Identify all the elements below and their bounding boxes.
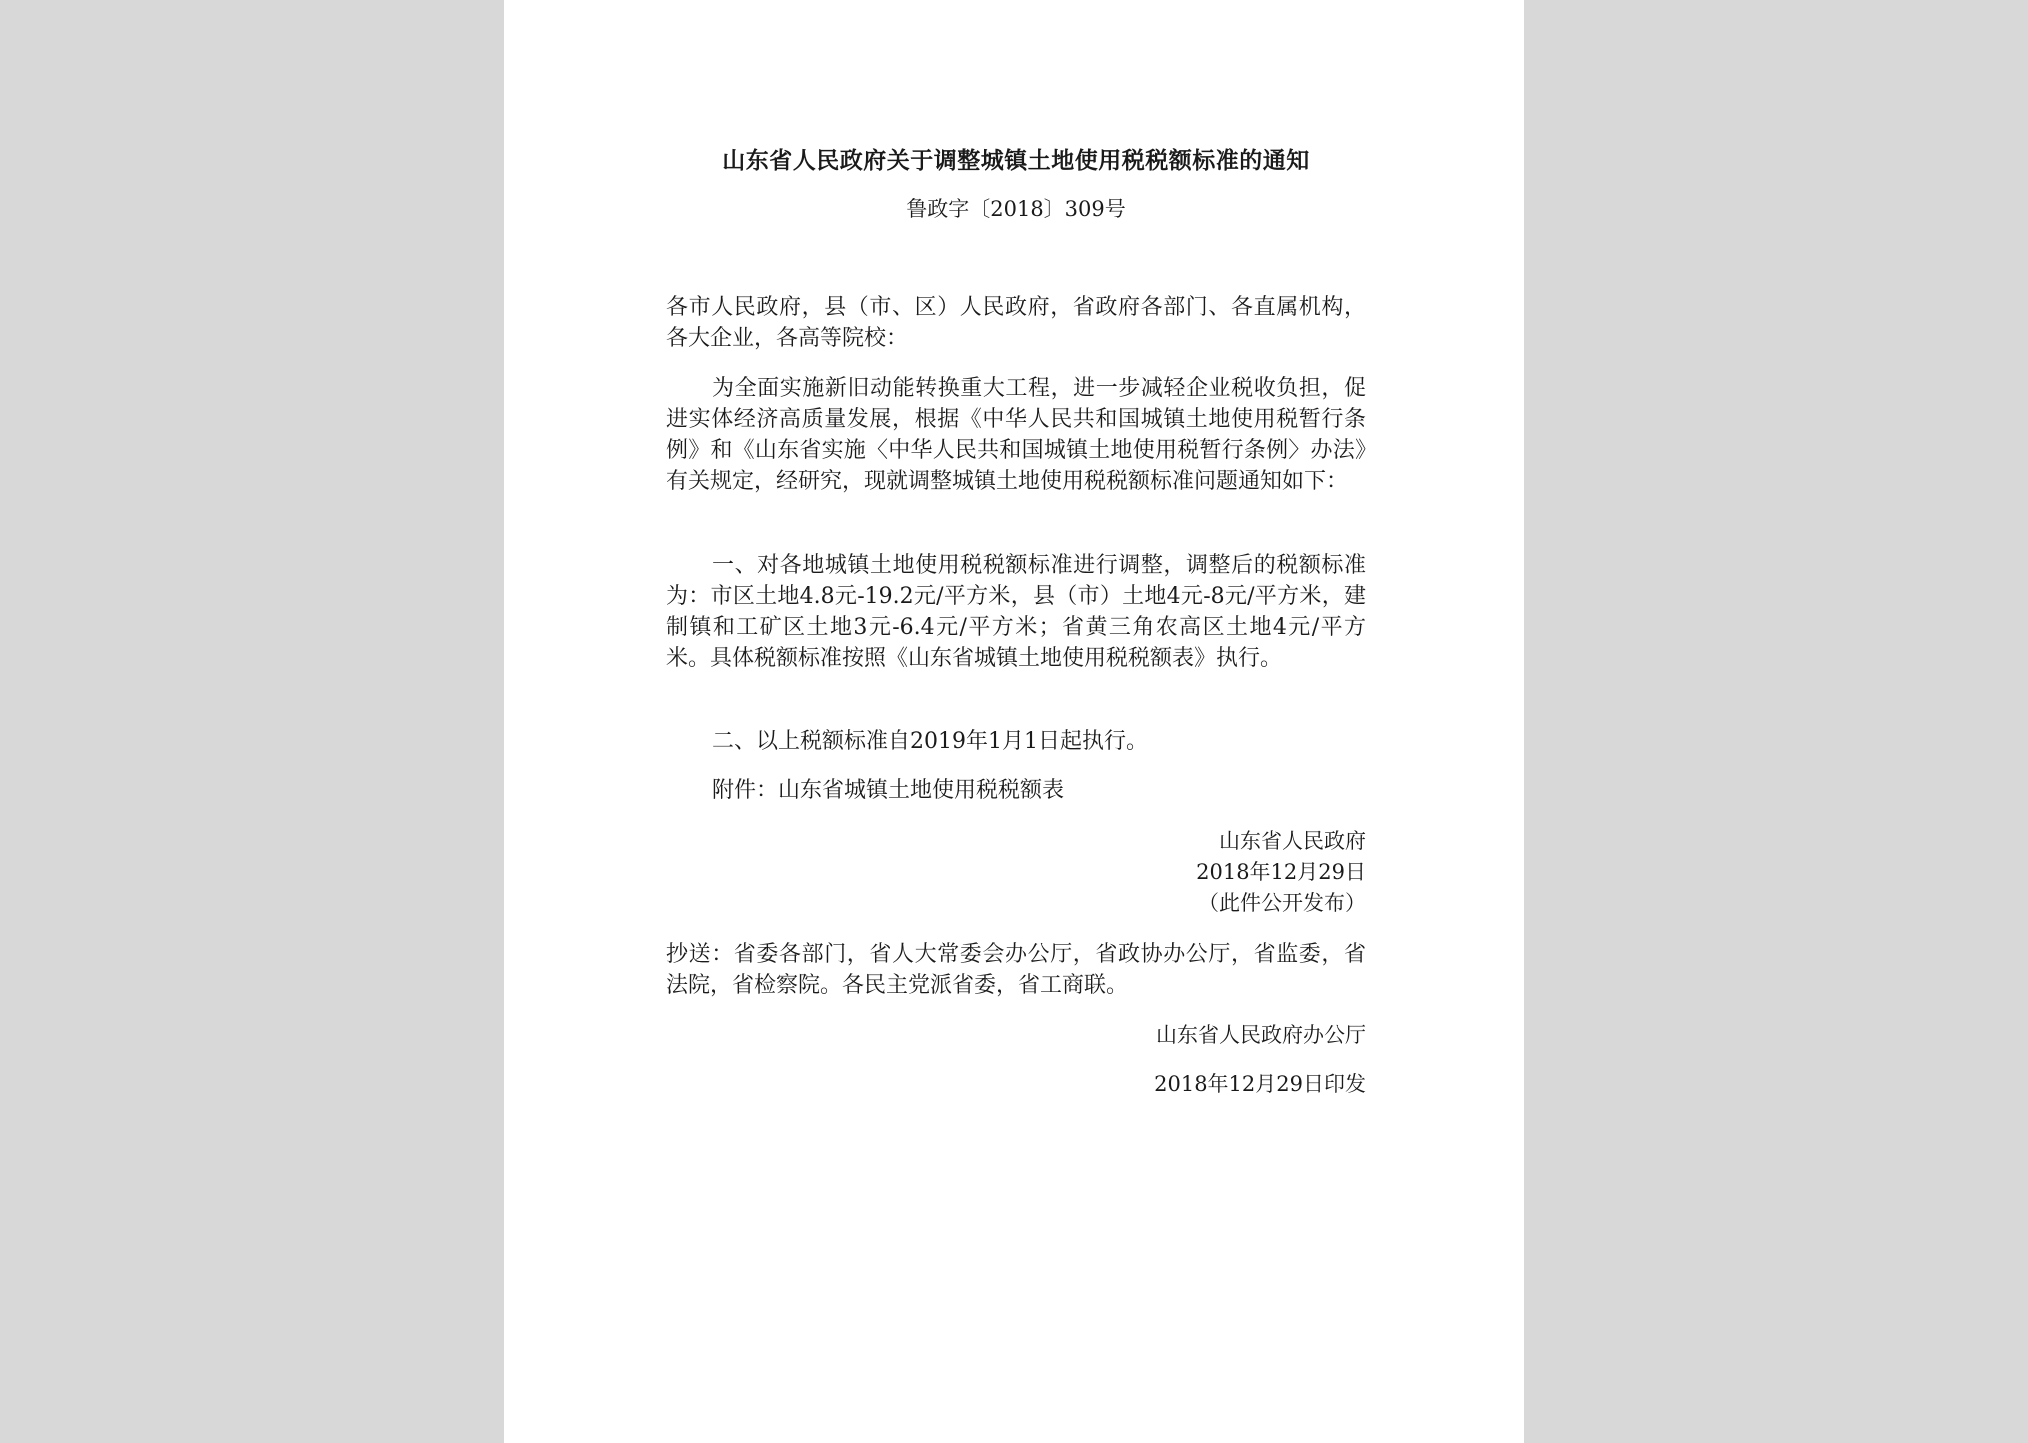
addressee: 各市人民政府，县（市、区）人民政府，省政府各部门、各直属机构，各大企业，各高等院校： xyxy=(666,295,1366,351)
paragraph-intro: 为全面实施新旧动能转换重大工程，进一步减轻企业税收负担，促进实体经济高质量发展，根据《中华人民共和国城镇土地使用税暂行条例》和《山东省实施〈中华人民共和国城镇土地使用税暂行条例〉办法》有关规定，经研究，现就调整城镇土地使用税税额标准问题通知如下： xyxy=(666,376,1366,494)
document-number: 鲁政字〔2018〕309号 xyxy=(906,197,1126,221)
document-page xyxy=(504,0,1524,1443)
paragraph-item-2: 二、以上税额标准自2019年1月1日起执行。 xyxy=(712,729,1148,754)
signature-issuer: 山东省人民政府 xyxy=(1219,829,1366,853)
paragraph-item-1: 一、对各地城镇土地使用税税额标准进行调整，调整后的税额标准为：市区土地4.8元-19.2元/平方米，县（市）土地4元-8元/平方米，建制镇和工矿区土地3元-6.4元/平方米；省黄三角农高区土地4元/平方米。具体税额标准按照《山东省城镇土地使用税税额表》执行。 xyxy=(666,553,1366,671)
signature-date: 2018年12月29日 xyxy=(1196,860,1366,884)
printed-date: 2018年12月29日印发 xyxy=(1154,1072,1366,1096)
cc-list: 抄送：省委各部门，省人大常委会办公厅，省政协办公厅，省监委，省法院，省检察院。各民主党派省委，省工商联。 xyxy=(666,942,1366,998)
publication-note: （此件公开发布） xyxy=(1198,891,1366,915)
attachment-line: 附件：山东省城镇土地使用税税额表 xyxy=(712,778,1065,803)
document-title: 山东省人民政府关于调整城镇土地使用税税额标准的通知 xyxy=(722,147,1310,174)
printed-by: 山东省人民政府办公厅 xyxy=(1156,1023,1366,1047)
